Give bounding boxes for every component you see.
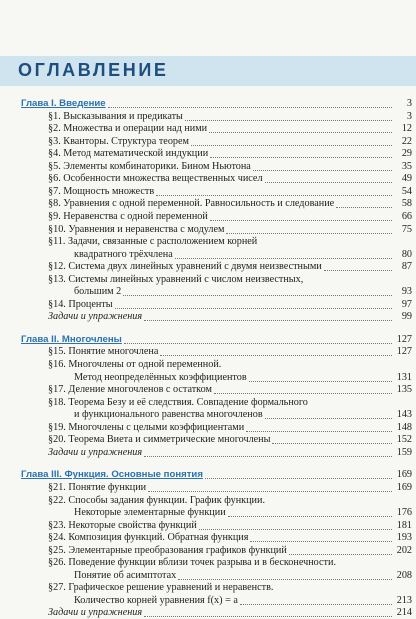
chapter2-tasks-label: Задачи и упражнения (48, 446, 143, 458)
chapter1-section-3-label: §4. Метод математической индукции (48, 148, 209, 160)
chapter2-heading-label: Глава II. Многочлены (21, 333, 122, 345)
chapter2-section-1-cont-page-number: 131 (396, 371, 412, 383)
chapter1-section-10-cont[interactable] (74, 249, 412, 261)
chapter3-tasks[interactable] (48, 607, 412, 619)
chapter1-section-13-page-number: 97 (401, 298, 412, 310)
chapter1-section-2[interactable] (48, 136, 412, 148)
chapter1-section-12-label[interactable]: §13. Системы линейных уравнений с числом неизвестных, (48, 273, 304, 285)
chapter1-section-5-label: §6. Особенности множества вещественных чисел (48, 173, 263, 185)
dot-leader (336, 206, 392, 208)
chapter1-section-0[interactable] (48, 111, 412, 123)
chapter1-heading-label: Глава I. Введение (21, 98, 106, 109)
chapter3-section-0[interactable] (48, 482, 412, 494)
chapter3-section-0-label: §21. Понятие функции (48, 481, 147, 493)
chapter1-section-8-label: §9. Неравенства с одной переменной (48, 210, 208, 222)
chapter3-section-1-label[interactable]: §22. Способы задания функции. График функции. (48, 494, 265, 506)
chapter1-section-13-label: §14. Проценты (48, 298, 113, 310)
chapter3-section-3-page-number: 193 (396, 532, 412, 544)
chapter1-tasks[interactable] (48, 311, 412, 323)
dot-leader (185, 119, 392, 121)
chapter2-section-5-label: §20. Теорема Виета и симметрические многочлены (48, 434, 271, 446)
chapter2-section-4-label: §19. Многочлены с целыми коэффициентами (48, 421, 245, 433)
chapter1-section-11-label: §12. Система двух линейных уравнений с двумя неизвестными (48, 261, 322, 273)
chapter1-section-0-label: §1. Высказывания и предикаты (48, 110, 183, 122)
chapter2-section-4-page-number: 148 (396, 421, 412, 433)
dot-leader (246, 430, 392, 432)
chapter3-section-6-cont-page-number: 213 (396, 594, 412, 606)
chapter3-section-6-cont-label: Количество корней уравнения f(x) = a (74, 594, 238, 606)
dot-leader (178, 578, 392, 580)
dot-leader (144, 455, 392, 457)
chapter1-section-10-label[interactable]: §11. Задачи, связанные с расположением корней (48, 236, 258, 248)
chapter1-section-10-cont-label: квадратного трёхчлена (74, 248, 173, 260)
dot-leader (199, 528, 392, 530)
chapter1-section-12-cont-page-number: 93 (401, 286, 412, 298)
chapter2-section-0-page-number: 127 (396, 346, 412, 358)
dot-leader (144, 615, 392, 617)
chapter3-section-3-label: §24. Композиция функций. Обратная функция (48, 532, 249, 544)
chapter3-section-4-page-number: 202 (396, 544, 412, 556)
chapter1-section-2-label: §3. Кванторы. Структура теорем (48, 135, 189, 147)
dot-leader (205, 477, 392, 479)
chapter2-section-1-cont[interactable] (74, 372, 412, 384)
chapter1-section-4-page-number: 35 (401, 160, 412, 172)
chapter1-section-7-label: §8. Уравнения с одной переменной. Равносильность и следование (48, 198, 335, 210)
chapter1-section-11[interactable] (48, 261, 412, 273)
chapter1-section-7[interactable] (48, 198, 412, 210)
dot-leader (156, 194, 392, 196)
chapter3-section-2-page-number: 181 (396, 519, 412, 531)
chapter2-section-5[interactable] (48, 434, 412, 446)
dot-leader (253, 169, 392, 171)
chapter3-heading-page-number: 169 (396, 469, 412, 481)
chapter1-section-1[interactable] (48, 123, 412, 135)
chapter2-section-5-page-number: 152 (396, 434, 412, 446)
chapter3-section-4-label: §25. Элементарные преобразования графиков функций (48, 544, 287, 556)
chapter1-section-6-label: §7. Мощность множеств (48, 185, 155, 197)
chapter1-section-7-page-number: 58 (401, 198, 412, 210)
chapter3-heading-label: Глава III. Функция. Основные понятия (21, 469, 203, 481)
chapter1-section-6-page-number: 54 (401, 185, 412, 197)
chapter1-section-9-page-number: 75 (401, 223, 412, 235)
chapter1-section-3-page-number: 29 (401, 148, 412, 160)
chapter2-section-3-label[interactable]: §18. Теорема Безу и её следствия. Совпадение формального (48, 396, 308, 408)
chapter2-tasks-page-number: 159 (396, 446, 412, 458)
chapter1-section-8[interactable] (48, 211, 412, 223)
chapter3-section-4[interactable] (48, 545, 412, 557)
dot-leader (324, 269, 392, 271)
chapter3-section-2[interactable] (48, 520, 412, 532)
chapter3-section-6-cont[interactable] (74, 595, 412, 607)
chapter1-section-12-cont[interactable] (74, 286, 412, 298)
dot-leader (289, 553, 392, 555)
dot-leader (124, 342, 392, 344)
chapter2-section-3-cont-label: и функционального равенства многочленов (74, 409, 263, 421)
dot-leader (123, 294, 392, 296)
chapter1-section-5[interactable] (48, 173, 412, 185)
dot-leader (148, 490, 392, 492)
chapter1-section-10-cont-page-number: 80 (401, 248, 412, 260)
chapter1-section-13[interactable] (48, 299, 412, 311)
chapter2-section-0[interactable] (48, 346, 412, 358)
chapter3-section-5-label[interactable]: §26. Поведение функции вблизи точек разрыва и в бесконечности. (48, 557, 337, 569)
dot-leader (160, 354, 392, 356)
chapter1-tasks-page-number: 99 (401, 311, 412, 323)
dot-leader (228, 515, 392, 517)
chapter2-section-4[interactable] (48, 422, 412, 434)
dot-leader (250, 540, 392, 542)
chapter2-section-1-cont-label: Метод неопределённых коэффициентов (74, 371, 247, 383)
chapter3-section-1-cont-page-number: 176 (396, 507, 412, 519)
chapter1-heading[interactable] (21, 98, 412, 110)
chapter1-tasks-label: Задачи и упражнения (48, 311, 143, 323)
dot-leader (209, 131, 392, 133)
chapter3-section-6-label[interactable]: §27. Графическое решение уравнений и неравенств. (48, 582, 274, 594)
chapter1-section-8-page-number: 66 (401, 210, 412, 222)
dot-leader (115, 307, 392, 309)
chapter2-section-2-page-number: 135 (396, 384, 412, 396)
chapter1-section-5-page-number: 49 (401, 173, 412, 185)
dot-leader (265, 181, 392, 183)
chapter3-section-5-cont[interactable] (74, 570, 412, 582)
dot-leader (108, 106, 392, 108)
dot-leader (191, 144, 392, 146)
chapter3-section-1-cont-label: Некоторые элементарные функции (74, 507, 226, 519)
chapter3-tasks-label: Задачи и упражнения (48, 607, 143, 619)
chapter3-section-5-cont-label: Понятие об асимптотах (74, 569, 177, 581)
chapter2-section-3-cont[interactable] (74, 409, 412, 421)
chapter1-section-9[interactable] (48, 224, 412, 236)
chapter1-section-0-page-number: 3 (406, 110, 412, 122)
chapter2-section-2-label: §17. Деление многочленов с остатком (48, 384, 212, 396)
chapter1-heading-page-number: 3 (406, 98, 412, 109)
chapter1-section-2-page-number: 22 (401, 135, 412, 147)
chapter3-section-0-page-number: 169 (396, 481, 412, 493)
chapter1-section-9-label: §10. Уравнения и неравенства с модулем (48, 223, 225, 235)
dot-leader (210, 156, 392, 158)
chapter2-heading-page-number: 127 (396, 333, 412, 345)
chapter1-section-4[interactable] (48, 161, 412, 173)
page-title: ОГЛАВЛЕНИЕ (18, 60, 169, 80)
chapter2-tasks[interactable] (48, 447, 412, 459)
chapter1-section-11-page-number: 87 (401, 261, 412, 273)
chapter3-section-5-cont-page-number: 208 (396, 569, 412, 581)
dot-leader (214, 392, 392, 394)
chapter1-section-1-label: §2. Множества и операции над ними (48, 123, 208, 135)
dot-leader (240, 603, 392, 605)
chapter3-tasks-page-number: 214 (396, 607, 412, 619)
chapter3-heading[interactable] (21, 469, 412, 481)
chapter3-section-2-label: §23. Некоторые свойства функций (48, 519, 197, 531)
chapter3-section-3[interactable] (48, 532, 412, 544)
dot-leader (272, 442, 392, 444)
dot-leader (210, 219, 392, 221)
chapter1-section-1-page-number: 12 (401, 123, 412, 135)
dot-leader (226, 232, 392, 234)
chapter2-section-0-label: §15. Понятие многочлена (48, 346, 159, 358)
chapter3-section-1-cont[interactable] (74, 507, 412, 519)
chapter2-section-3-cont-page-number: 143 (396, 409, 412, 421)
chapter2-section-1-label[interactable]: §16. Многочлены от одной переменной. (48, 359, 222, 370)
chapter1-section-4-label: §5. Элементы комбинаторики. Бином Ньютона (48, 160, 251, 172)
chapter2-heading[interactable] (21, 334, 412, 346)
dot-leader (249, 380, 392, 382)
dot-leader (265, 417, 392, 419)
chapter1-section-3[interactable] (48, 148, 412, 160)
chapter2-section-2[interactable] (48, 384, 412, 396)
dot-leader (144, 319, 392, 321)
chapter1-section-6[interactable] (48, 186, 412, 198)
chapter1-section-12-cont-label: большим 2 (74, 286, 122, 298)
dot-leader (175, 257, 392, 259)
